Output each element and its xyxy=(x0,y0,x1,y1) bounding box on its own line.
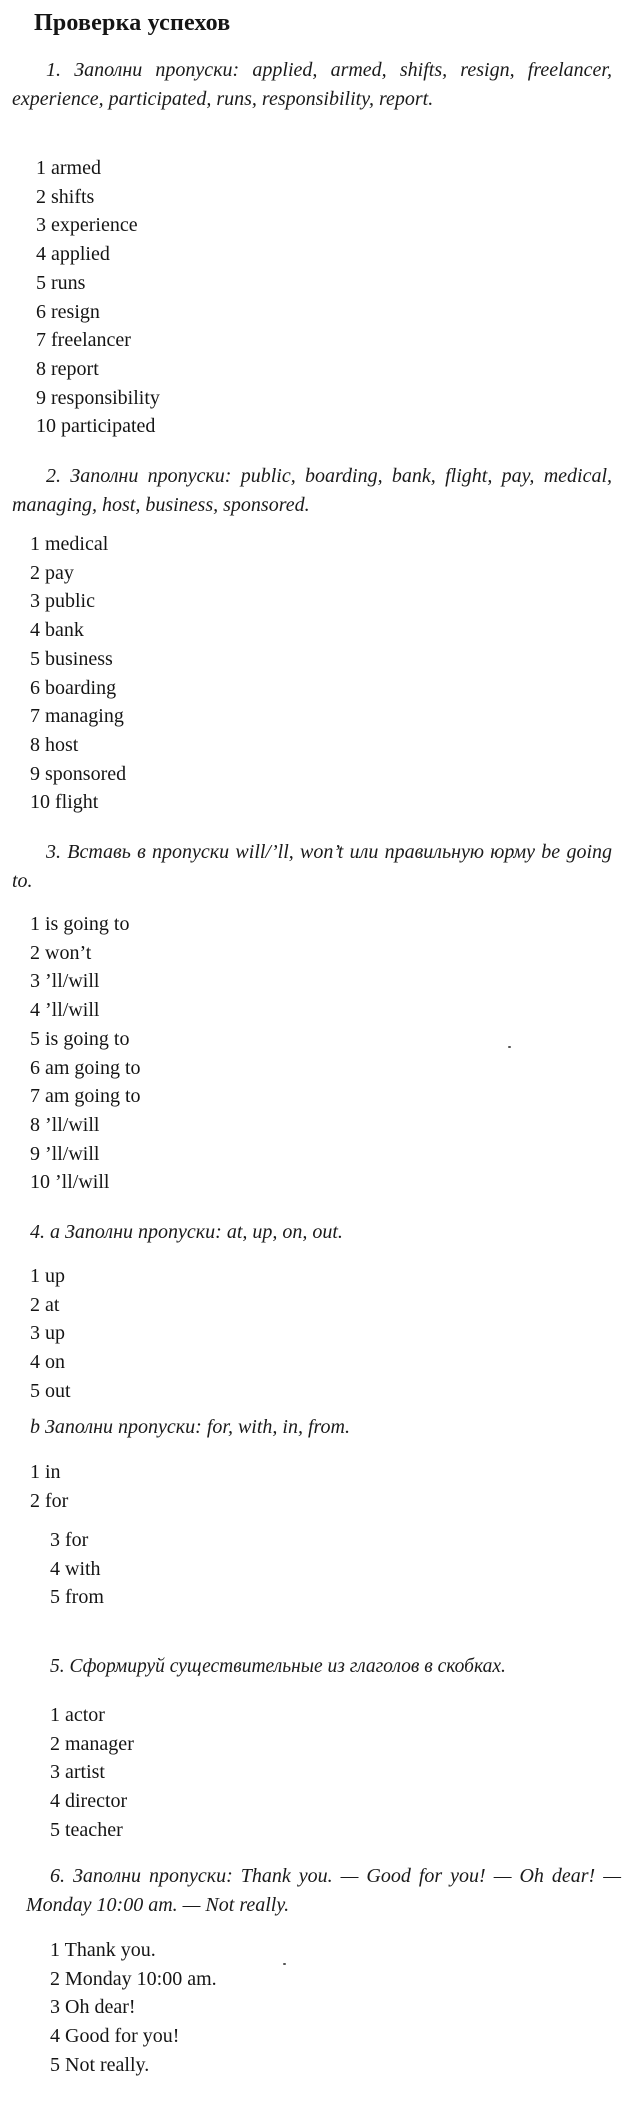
answer-item: 4 Good for you! xyxy=(50,2025,180,2048)
scan-speck xyxy=(283,1963,286,1965)
answer-item: 3 up xyxy=(30,1322,65,1345)
section-1-instruction: 1. Заполни пропуски: applied, armed, shifts, resign, freelancer, experience, participated, runs, responsibility, report. xyxy=(12,59,612,110)
answer-item: 5 out xyxy=(30,1379,71,1402)
answer-item: 6 am going to xyxy=(30,1056,141,1079)
answer-item: 2 pay xyxy=(30,561,74,584)
section-2-answers xyxy=(30,530,126,817)
answer-item: 4 applied xyxy=(36,243,110,266)
answer-item: 2 for xyxy=(30,1489,69,1512)
answer-item: 4 with xyxy=(50,1557,101,1580)
answer-item: 2 won’t xyxy=(30,941,92,964)
section-1-answers xyxy=(36,154,160,441)
answer-item: 10 ’ll/will xyxy=(30,1171,110,1194)
answer-item: 3 Oh dear! xyxy=(50,1996,136,2019)
answer-item: 2 at xyxy=(30,1293,60,1316)
section-4a-instruction: 4. a Заполни пропуски: at, up, on, out. xyxy=(30,1221,343,1243)
answer-item: 5 teacher xyxy=(50,1818,123,1841)
answer-item: 1 Thank you. xyxy=(50,1939,156,1961)
answer-item: 5 business xyxy=(30,647,113,670)
answer-item: 8 host xyxy=(30,733,79,756)
answer-item: 2 shifts xyxy=(36,185,95,208)
answer-item: 4 on xyxy=(30,1351,65,1374)
answer-item: 10 flight xyxy=(30,791,99,814)
answer-item: 4 ’ll/will xyxy=(30,999,100,1022)
answer-item: 3 ’ll/will xyxy=(30,970,100,993)
section-5-answers xyxy=(50,1701,134,1845)
answer-item: 1 is going to xyxy=(30,913,130,935)
answer-item: 8 report xyxy=(36,357,99,380)
answer-item: 4 bank xyxy=(30,619,84,642)
section-2-instruction: 2. Заполни пропуски: public, boarding, bank, flight, pay, medical, managing, host, business, sponsored. xyxy=(12,465,612,516)
answer-item: 9 responsibility xyxy=(36,386,160,409)
answer-item: 1 actor xyxy=(50,1704,105,1726)
answer-item: 3 for xyxy=(50,1529,89,1551)
answer-item: 2 manager xyxy=(50,1732,134,1755)
answer-item: 7 freelancer xyxy=(36,329,131,352)
answer-item: 1 up xyxy=(30,1265,65,1287)
answer-item: 3 artist xyxy=(50,1761,105,1784)
section-6-instruction: 6. Заполни пропуски: Thank you. — Good for you! — Oh dear! — Monday 10:00 am. — Not really. xyxy=(26,1865,621,1916)
answer-item: 1 medical xyxy=(30,533,109,555)
answer-item: 7 managing xyxy=(30,705,124,728)
section-4b-instruction: b Заполни пропуски: for, with, in, from. xyxy=(30,1416,350,1438)
answer-item: 5 runs xyxy=(36,271,86,294)
section-5-instruction: 5. Сформируй существительные из глаголов в скобках. xyxy=(50,1656,506,1677)
answer-item: 9 ’ll/will xyxy=(30,1142,100,1165)
section-3-answers xyxy=(30,910,141,1197)
section-3-instruction: 3. Вставь в пропуски will/’ll, won’t или правильную юрму be going to. xyxy=(12,841,612,892)
answer-item: 10 participated xyxy=(36,415,156,438)
answer-item: 3 public xyxy=(30,590,95,613)
answer-item: 5 Not really. xyxy=(50,2053,150,2076)
section-4b-answers xyxy=(30,1458,68,1515)
answer-item: 8 ’ll/will xyxy=(30,1113,100,1136)
scan-speck xyxy=(508,1046,511,1048)
answer-item: 5 is going to xyxy=(30,1027,130,1050)
answer-item: 6 resign xyxy=(36,300,100,323)
answer-item: 6 boarding xyxy=(30,676,117,699)
answer-item: 3 experience xyxy=(36,214,138,237)
page-title: Проверка успехов xyxy=(34,10,231,36)
answer-item: 9 sponsored xyxy=(30,762,127,785)
answer-item: 2 Monday 10:00 am. xyxy=(50,1967,217,1990)
answer-item: 1 armed xyxy=(36,157,101,179)
answer-item: 7 am going to xyxy=(30,1085,141,1108)
section-6-answers xyxy=(50,1936,217,2080)
answer-item: 4 director xyxy=(50,1790,128,1813)
answer-item: 1 in xyxy=(30,1461,61,1483)
answer-item: 5 from xyxy=(50,1586,104,1609)
section-4b-answers-indented xyxy=(50,1526,104,1612)
section-4a-answers xyxy=(30,1262,71,1406)
